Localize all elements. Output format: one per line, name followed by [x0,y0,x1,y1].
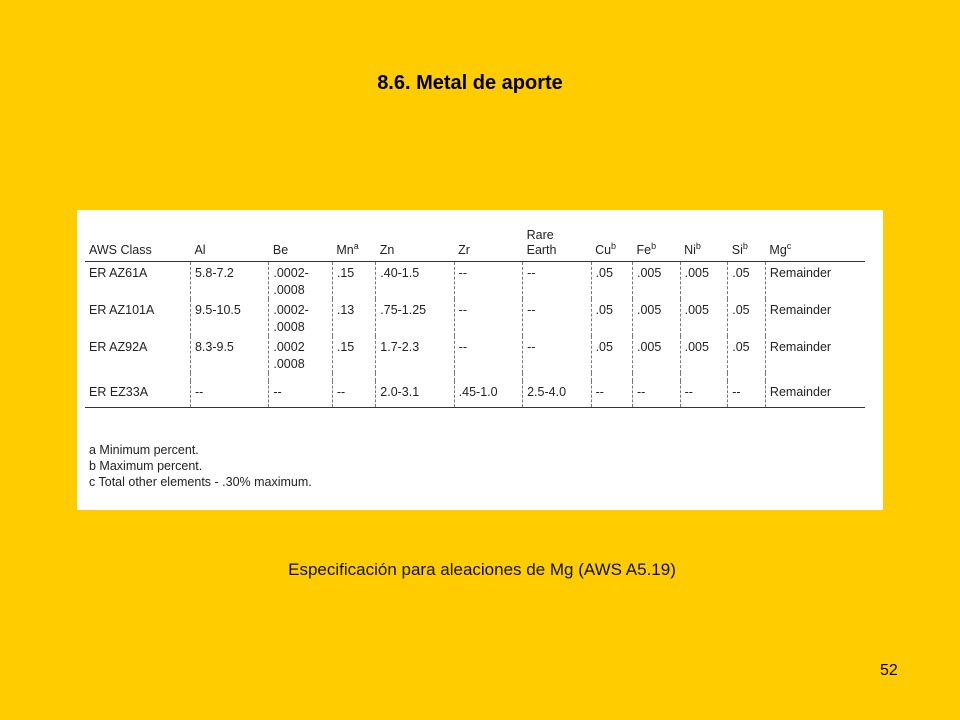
slide-title: 8.6. Metal de aporte [377,72,563,94]
cell-be: .0002- .0008 [269,262,333,300]
table-header-row [85,228,865,262]
scanned-table-image [77,210,883,510]
col-header-zn: Zn [376,228,454,262]
col-header-aws-class: AWS Class [85,228,190,262]
cell-si: .05 [728,336,766,373]
filler-metal-table [85,228,865,408]
table-footnotes [89,442,312,490]
cell-be: .0002 .0008 [269,336,333,373]
col-header-mn: Mn$^a$ [332,228,375,262]
cell-zn: .40-1.5 [376,262,454,300]
cell-mg: Remainder [769,340,832,354]
cell-mg: Remainder [769,266,832,280]
cell-mn: .15 [332,336,375,373]
cell-cu: .05 [591,299,632,336]
cell-zn: 2.0-3.1 [376,381,454,408]
cell-cu: .05 [591,336,632,373]
cell-aws-class: ER AZ92A [85,336,190,373]
col-header-cu: Cu$^b$ [591,228,632,262]
cell-aws-class: ER EZ33A [85,381,190,408]
cell-si: .05 [728,299,766,336]
cell-ni: .005 [680,336,728,373]
cell-si: -- [728,381,766,408]
cell-zr: -- [454,262,522,300]
col-header-si: Si$^b$ [728,228,766,262]
cell-fe: .005 [632,262,680,300]
cell-rare-earth: 2.5-4.0 [523,381,591,408]
col-header-mg: Mg$^c$ [765,228,865,262]
cell-ni: .005 [680,299,728,336]
col-header-rare-earth: Rare Earth [523,228,591,262]
cell-rare-earth: -- [523,336,591,373]
col-header-al: Al [190,228,268,262]
cell-rare-earth: -- [523,299,591,336]
cell-al: -- [190,381,268,408]
footnote-c: c Total other elements - .30% maximum. [89,475,312,489]
cell-al: 5.8-7.2 [190,262,268,300]
cell-zr: -- [454,299,522,336]
cell-ni: .005 [680,262,728,300]
cell-zn: .75-1.25 [376,299,454,336]
table-row [85,336,865,373]
cell-zr: -- [454,336,522,373]
table-row [85,262,865,300]
cell-mn: .13 [332,299,375,336]
col-header-be: Be [269,228,333,262]
col-header-ni: Ni$^b$ [680,228,728,262]
page-number: 52 [880,662,898,679]
cell-mg: Remainder [769,303,832,317]
cell-ni: -- [680,381,728,408]
cell-fe: -- [632,381,680,408]
cell-mn: .15 [332,262,375,300]
cell-aws-class: ER AZ61A [85,262,190,300]
cell-mn: -- [332,381,375,408]
table-row [85,381,865,408]
col-header-zr: Zr [454,228,522,262]
cell-fe: .005 [632,336,680,373]
cell-al: 9.5-10.5 [190,299,268,336]
cell-mg: Remainder [765,381,865,408]
cell-be: .0002- .0008 [269,299,333,336]
cell-cu: .05 [591,262,632,300]
cell-cu: -- [591,381,632,408]
footnote-a: a Minimum percent. [89,443,199,457]
cell-zr: .45-1.0 [454,381,522,408]
cell-si: .05 [728,262,766,300]
cell-aws-class: ER AZ101A [85,299,190,336]
col-header-fe: Fe$^b$ [632,228,680,262]
cell-rare-earth: -- [523,262,591,300]
table-row [85,299,865,336]
footnote-b: b Maximum percent. [89,459,203,473]
figure-caption: Especificación para aleaciones de Mg (AWS A5.19) [288,560,676,579]
row-spacer [85,373,865,381]
cell-be: -- [269,381,333,408]
cell-fe: .005 [632,299,680,336]
cell-zn: 1.7-2.3 [376,336,454,373]
cell-al: 8.3-9.5 [190,336,268,373]
